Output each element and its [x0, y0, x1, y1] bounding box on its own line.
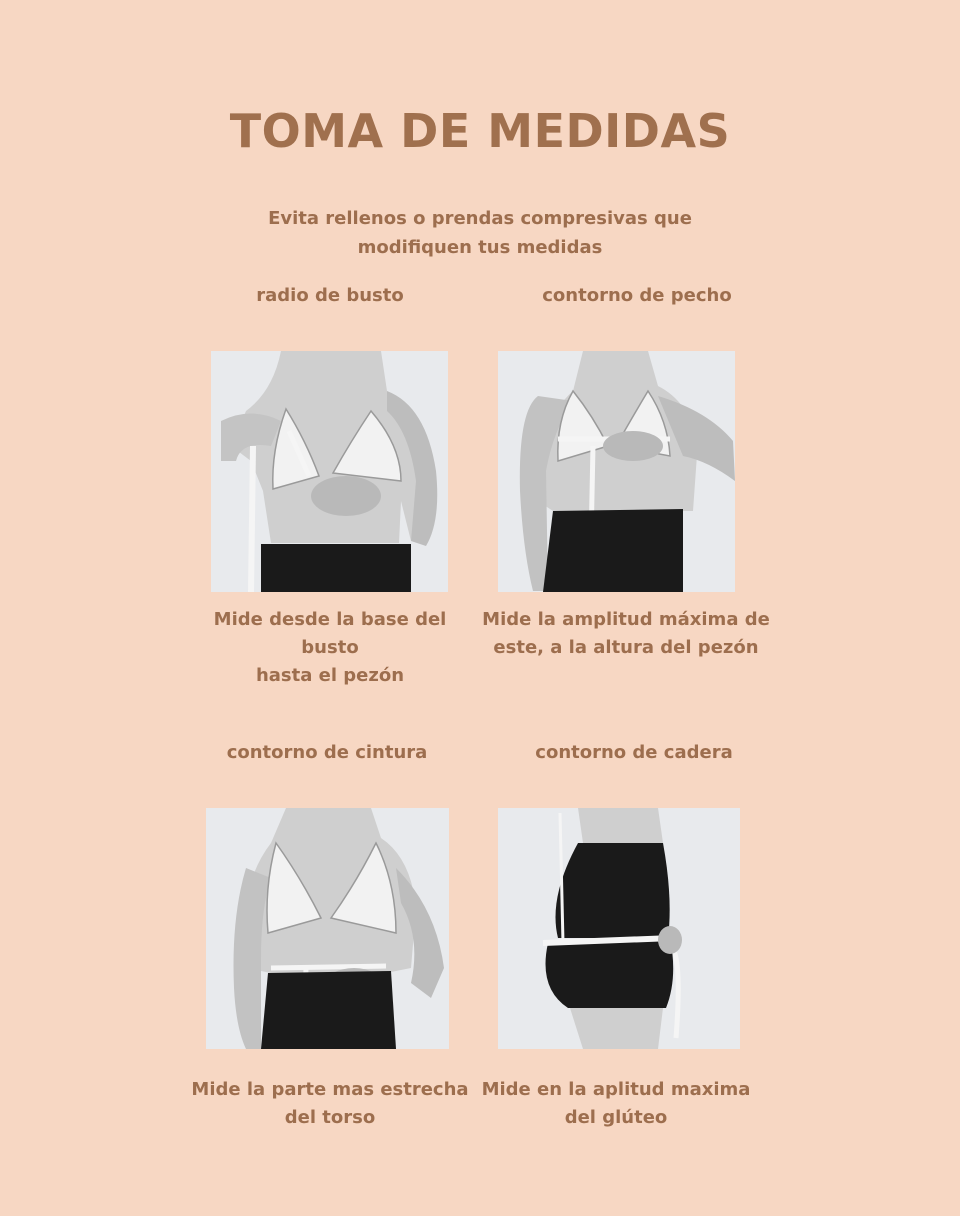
- caption-line-2: hasta el pezón: [255, 665, 405, 686]
- subtitle-line-2: modifiquen tus medidas: [357, 237, 603, 258]
- caption-line-1: Mide en la aplitud maxima: [481, 1079, 751, 1100]
- hip-contour-figure: [498, 808, 740, 1049]
- photo-contorno-de-cadera: [498, 808, 740, 1049]
- chest-contour-figure: [498, 351, 735, 592]
- caption-line-1: Mide la amplitud máxima de: [482, 609, 770, 630]
- page-title: TOMA DE MEDIDAS: [229, 104, 731, 158]
- caption-line-1: Mide la parte mas estrecha: [191, 1079, 469, 1100]
- photo-radio-de-busto: [211, 351, 448, 592]
- label-contorno-de-cadera: contorno de cadera: [535, 742, 733, 763]
- waist-contour-figure: [206, 808, 449, 1049]
- caption-line-1: Mide desde la base del busto: [213, 609, 447, 658]
- caption-contorno-de-cintura: [185, 1076, 475, 1132]
- photo-contorno-de-cintura: [206, 808, 449, 1049]
- page-subtitle: [260, 204, 700, 262]
- caption-contorno-de-pecho: [478, 606, 774, 662]
- caption-radio-de-busto: [185, 606, 475, 690]
- label-radio-de-busto: radio de busto: [256, 285, 404, 306]
- caption-contorno-de-cadera: [478, 1076, 754, 1132]
- bust-radius-figure: [211, 351, 448, 592]
- caption-line-2: del torso: [284, 1107, 376, 1128]
- label-contorno-de-pecho: contorno de pecho: [542, 285, 732, 306]
- label-contorno-de-cintura: contorno de cintura: [226, 742, 428, 763]
- caption-line-2: este, a la altura del pezón: [493, 637, 759, 658]
- photo-contorno-de-pecho: [498, 351, 735, 592]
- caption-line-2: del glúteo: [564, 1107, 668, 1128]
- subtitle-line-1: Evita rellenos o prendas compresivas que: [268, 208, 692, 229]
